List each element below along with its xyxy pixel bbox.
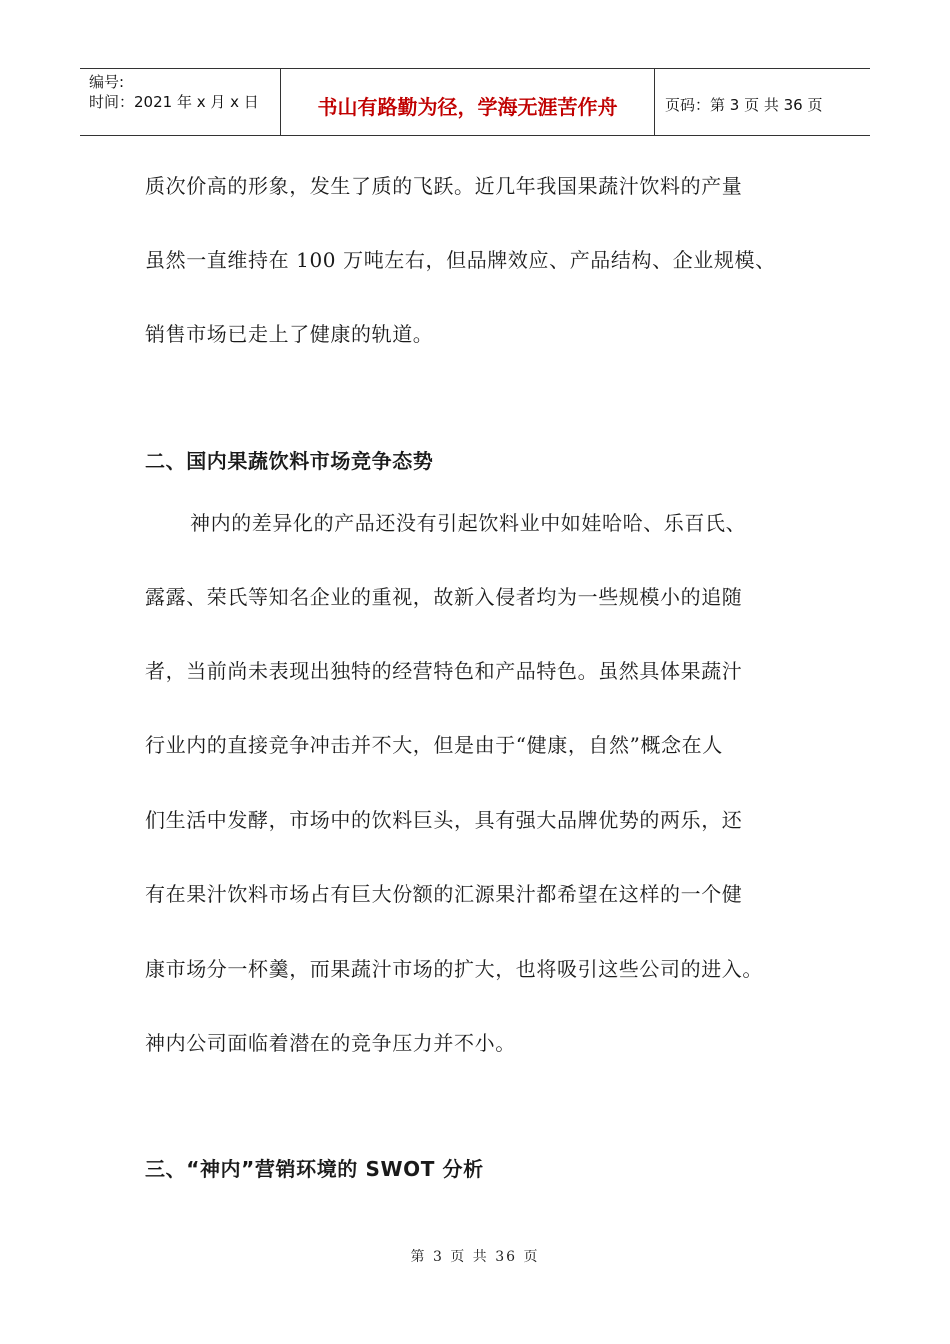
paragraph-line: 露露、荣氏等知名企业的重视，故新入侵者均为一些规模小的追随: [145, 585, 743, 609]
paragraph-line: 行业内的直接竞争冲击并不大，但是由于“健康，自然”概念在人: [145, 733, 723, 757]
header-motto: 书山有路勤为径，学海无涯苦作舟: [281, 69, 655, 135]
paragraph-line: 们生活中发酵，市场中的饮料巨头，具有强大品牌优势的两乐，还: [145, 808, 743, 832]
header-info-cell: [80, 69, 281, 135]
page-header: [80, 68, 870, 136]
section-heading-3: 三、“神内”营销环境的 SWOT 分析: [145, 1157, 484, 1181]
paragraph-line: 虽然一直维持在 100 万吨左右，但品牌效应、产品结构、企业规模、: [145, 248, 776, 272]
paragraph-line: 质次价高的形象，发生了质的飞跃。近几年我国果蔬汁饮料的产量: [145, 174, 743, 198]
paragraph-line: 销售市场已走上了健康的轨道。: [145, 322, 434, 346]
page-footer: 第 3 页 共 36 页: [410, 1249, 540, 1265]
paragraph-line: 有在果汁饮料市场占有巨大份额的汇源果汁都希望在这样的一个健: [145, 882, 743, 906]
paragraph-line: 者，当前尚未表现出独特的经营特色和产品特色。虽然具体果蔬汁: [145, 659, 743, 683]
paragraph-line: 神内的差异化的产品还没有引起饮料业中如娃哈哈、乐百氏、: [190, 511, 747, 535]
document-code-label: 编号:: [89, 73, 125, 91]
header-page-number: 页码：第 3 页 共 36 页: [665, 95, 823, 114]
paragraph-line: 康市场分一杯羹，而果蔬汁市场的扩大，也将吸引这些公司的进入。: [145, 957, 763, 981]
section-heading-2: 二、国内果蔬饮料市场竞争态势: [145, 449, 434, 473]
document-time-label: 时间：2021 年 x 月 x 日: [89, 93, 259, 111]
paragraph-line: 神内公司面临着潜在的竞争压力并不小。: [145, 1031, 516, 1055]
